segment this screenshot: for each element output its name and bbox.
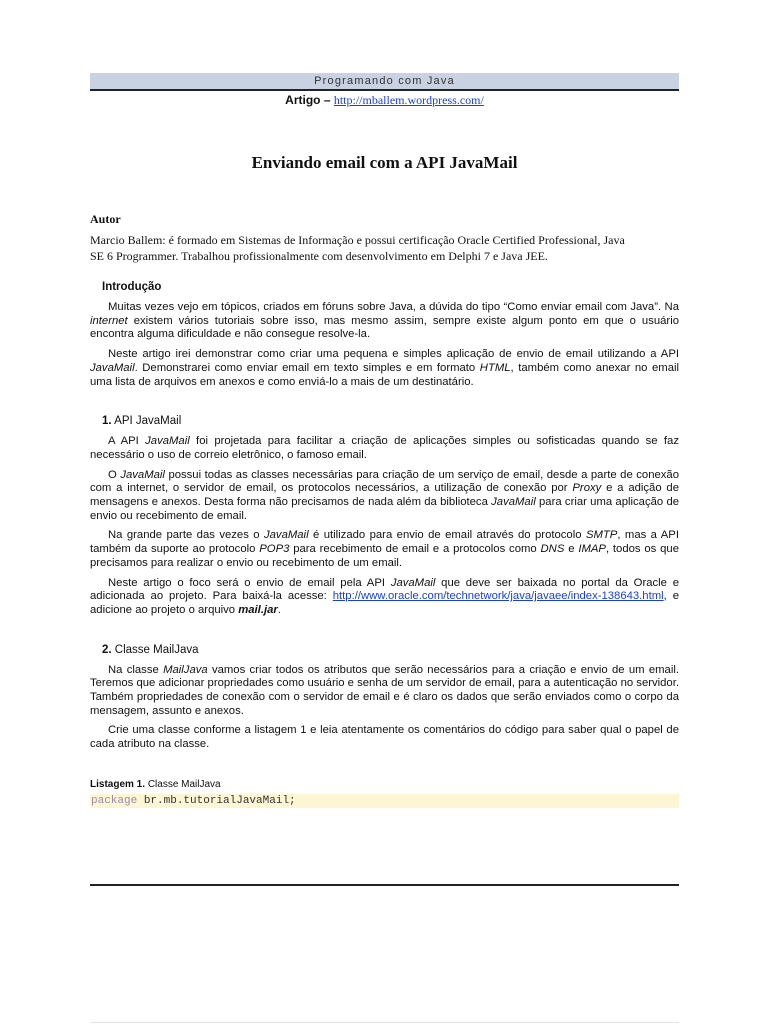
intro-paragraph-1: Muitas vezes vejo em tópicos, criados em fóruns sobre Java, a dúvida do tipo “Como enviar email com Java”. Na internet existem vários tutoriais sobre isso, mas mesmo assim, sempre existe algum ponto em que o usuário encontra alguma dificuldade e não consegue resolve-la. <box>90 301 679 341</box>
section-1-paragraph-3: Na grande parte das vezes o JavaMail é utilizado para envio de email através do protocolo SMTP, mas a API também da suporte ao protocolo POP3 para recebimento de email e a protocolos como DNS e IMAP, todos os que precisamos para realizar o envio ou recebimento de um email. <box>90 529 679 569</box>
page-bottom-rule <box>90 884 679 886</box>
document-page <box>90 73 679 808</box>
header-bar-text: Programando com Java <box>314 75 455 87</box>
author-bio-line2: SE 6 Programmer. Trabalhou profissionalmente com desenvolvimento em Delphi 7 e Java JEE. <box>90 248 548 263</box>
artigo-line <box>90 93 679 108</box>
section-2-paragraph-1: Na classe MailJava vamos criar todos os atributos que serão necessários para a criação e envio de um email. Teremos que adicionar propriedades como usuário e senha de um servidor de email, para a autenticação no servidor. Também propriedades de conexão com o servidor de email e é claro os dados que serão enviados como o corpo da mensagem, assunto e anexos. <box>90 663 679 717</box>
section-1-paragraph-2: O JavaMail possui todas as classes necessárias para criação de um serviço de email, desde a parte de conexão com a internet, o servidor de email, os protocolos necessários, a utilização de conexão por Proxy e a adição de mensagens e anexos. Desta forma não precisamos de nada além da biblioteca JavaMail para criar uma aplicação de envio ou recebimento de email. <box>90 468 680 522</box>
author-bio-line1: Marcio Ballem: é formado em Sistemas de Informação e possui certificação Oracle Certified Professional, Java <box>90 233 625 247</box>
next-page-edge <box>90 1022 679 1023</box>
intro-paragraph-2: Neste artigo irei demonstrar como criar uma pequena e simples aplicação de envio de email utilizando a API JavaMail. Demonstrarei como enviar email em texto simples e em formato HTML, também como anexar no email uma lista de arquivos em anexos e como enviá-lo a mais de um destinatário. <box>90 348 679 388</box>
artigo-link[interactable]: http://mballem.wordpress.com/ <box>333 93 484 107</box>
oracle-download-link[interactable]: http://www.oracle.com/technetwork/java/javaee/index-138643.html <box>332 590 664 603</box>
artigo-label: Artigo – <box>285 93 331 107</box>
code-listing-line <box>90 794 679 808</box>
intro-heading: Introdução <box>102 281 162 293</box>
section-2-paragraph-2: Crie uma classe conforme a listagem 1 e leia atentamente os comentários do código para saber qual o papel de cada atributo na classe. <box>90 724 679 751</box>
section-2-heading: 2. Classe MailJava <box>102 643 199 656</box>
listing-caption: Listagem 1. Classe MailJava <box>90 778 221 790</box>
section-1-heading: 1. API JavaMail <box>102 415 182 428</box>
header-bar <box>90 73 679 91</box>
article-title: Enviando email com a API JavaMail <box>251 153 518 172</box>
section-1-paragraph-4: Neste artigo o foco será o envio de email pela API JavaMail que deve ser baixada no portal da Oracle e adicionada ao projeto. Para baixá-la acesse: http://www.oracle.com/technetwork/java/javaee/index-138643.html, e adicione ao projeto o arquivo mail.jar. <box>90 576 680 616</box>
author-heading: Autor <box>90 212 121 226</box>
author-bio <box>90 233 679 264</box>
code-package-name: br.mb.tutorialJavaMail; <box>137 794 296 807</box>
section-1-paragraph-1: A API JavaMail foi projetada para facilitar a criação de aplicações simples ou sofisticadas quando se faz necessário o uso de correio eletrônico, o famoso email. <box>90 435 679 461</box>
code-keyword: package <box>91 794 138 807</box>
